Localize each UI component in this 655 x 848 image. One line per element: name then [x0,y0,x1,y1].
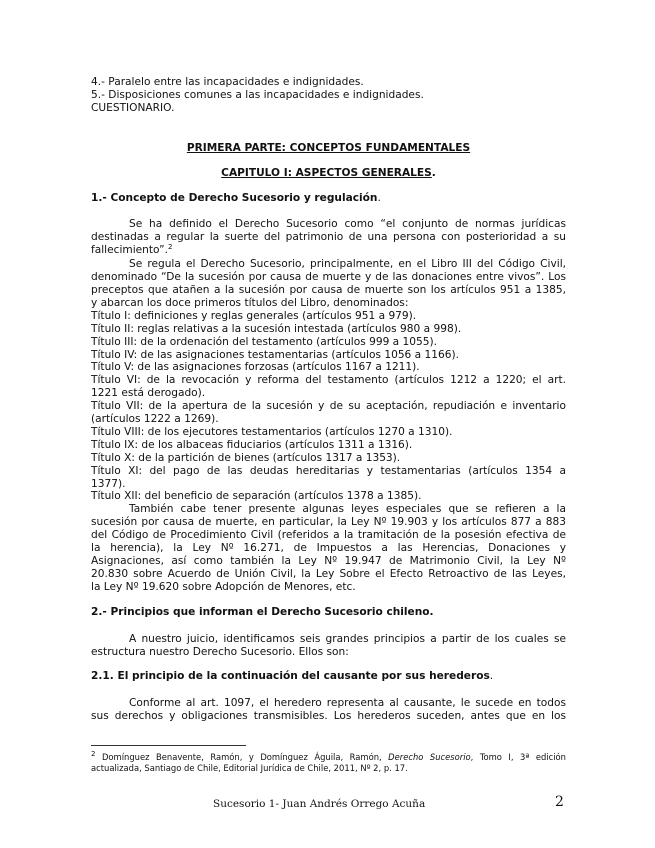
chapter-title-text: CAPITULO I: ASPECTOS GENERALES [221,166,432,179]
footnote-text-before: Domínguez Benavente, Ramón, y Domínguez Águila, Ramón, [95,752,389,762]
toc-item-5: 5.- Disposiciones comunes a las incapacidades e indignidades. [91,88,424,101]
paragraph-line: del Código de Procedimiento Civil (referidos a la tramitación de la posesión efectiva de [91,529,566,542]
paragraph-line: Se regula el Derecho Sucesorio, principalmente, en el Libro III del Código Civil, [129,258,566,271]
page-number: 2 [555,794,564,810]
footnote-number: 2 [91,750,96,758]
section-1-paragraph-3 [91,503,566,593]
section-1-heading [91,192,566,205]
title-item: (artículos 1222 a 1269). [91,413,219,426]
page-footer: Sucesorio 1- Juan Andrés Orrego Acuña [213,798,426,810]
section-2-1-paragraph [91,697,566,723]
paragraph-line: la herencia), la Ley Nº 16.271, de Impuestos a las Herencias, Donaciones y [91,542,566,555]
paragraph-line: destinadas a regular la suerte del patrimonio de una persona con posterioridad a su [91,231,566,244]
paragraph-line: la Ley Nº 19.620 sobre Adopción de Menores, etc. [91,580,356,593]
chapter-title [91,167,566,180]
paragraph-line: y abarcan los doce primeros títulos del Libro, denominados: [91,296,409,309]
footnote-ref[interactable]: 2 [168,243,173,252]
section-2-paragraph [91,633,566,659]
paragraph-line: También cabe tener presente algunas leyes especiales que se refieren a la [129,503,566,516]
paragraph-line: Se ha definido el Derecho Sucesorio como “el conjunto de normas jurídicas [129,218,566,231]
title-item: Título VI: de la revocación y reforma del testamento (artículos 1212 a 1220; el art. [91,374,566,387]
part-title: PRIMERA PARTE: CONCEPTOS FUNDAMENTALES [186,141,471,154]
paragraph-line: A nuestro juicio, identificamos seis grandes principios a partir de los cuales se [129,632,566,645]
section-2-1-heading [91,670,566,683]
title-item: Título I: definiciones y reglas generales (artículos 951 a 979). [91,309,417,322]
section-1-heading-text: 1.- Concepto de Derecho Sucesorio y regulación [91,191,378,204]
footnote-text-after: , Tomo I, 3ª edición actualizada, Santiago de Chile, Editorial Jurídica de Chile, 2011, Nº 2, p. 17. [91,752,566,774]
footnote-book-title: Derecho Sucesorio [388,752,471,762]
paragraph-line: preceptos que atañen a la sucesión por causa de muerte son los artículos 951 a 1385, [91,283,566,296]
footnote [91,752,566,775]
footnote-separator [91,745,246,746]
title-item: Título III: de la ordenación del testamento (artículos 999 a 1055). [91,335,438,348]
title-item: Título V: de las asignaciones forzosas (artículos 1167 a 1211). [91,361,420,374]
chapter-title-suffix: . [431,166,436,179]
section-2-1-heading-suffix: . [489,670,494,683]
toc-item-4: 4.- Paralelo entre las incapacidades e indignidades. [91,76,364,88]
section-1-heading-suffix: . [377,191,381,204]
page-content [91,76,566,723]
title-item: Título IV: de las asignaciones testamentarias (artículos 1056 a 1166). [91,348,459,361]
paragraph-line: denominado “De la sucesión por causa de muerte y de las donaciones entre vivos”. Los [91,271,566,284]
paragraph-line: estructura nuestro Derecho Sucesorio. Ellos son: [91,645,349,658]
title-item: Título XI: del pago de las deudas hereditarias y testamentarias (artículos 1354 a [91,464,566,477]
titles-list [91,310,566,504]
paragraph-line: Conforme al art. 1097, el heredero representa al causante, le sucede en todos [129,697,566,710]
title-item: Título X: de la partición de bienes (artículos 1317 a 1353). [91,451,401,464]
title-item: Título IX: de los albaceas fiduciarios (artículos 1311 a 1316). [91,438,413,451]
title-item: Título II: reglas relativas a la sucesión intestada (artículos 980 a 998). [91,322,462,335]
title-item: Título VII: de la apertura de la sucesión y de su aceptación, repudiación e inventario [91,400,566,413]
title-item: Título VIII: de los ejecutores testamentarios (artículos 1270 a 1310). [91,425,453,438]
paragraph-line: sus derechos y obligaciones transmisibles. Los herederos suceden, antes que en los [91,710,566,723]
title-item: 1377). [91,477,126,490]
section-2-1-heading-text: 2.1. El principio de la continuación del causante por sus herederos [91,670,490,683]
title-item: Título XII: del beneficio de separación (artículos 1378 a 1385). [91,490,422,503]
section-1-paragraph-1 [91,218,566,257]
paragraph-line [91,244,566,257]
paragraph-line: Asignaciones, así como también la Ley Nº 19.947 de Matrimonio Civil, la Ley Nº [91,555,566,567]
title-item: 1221 está derogado). [91,387,206,400]
paragraph-line-text: fallecimiento”. [91,244,169,257]
toc-cuestionario: CUESTIONARIO. [91,101,175,114]
paragraph-line: sucesión por causa de muerte, en particular, la Ley Nº 19.903 y los artículos 877 a 883 [91,516,566,529]
section-2-heading: 2.- Principios que informan el Derecho Sucesorio chileno. [91,605,434,618]
section-1-paragraph-2 [91,258,566,310]
paragraph-line: 20.830 sobre Acuerdo de Unión Civil, la Ley Sobre el Efecto Retroactivo de las Leyes, [91,567,566,580]
